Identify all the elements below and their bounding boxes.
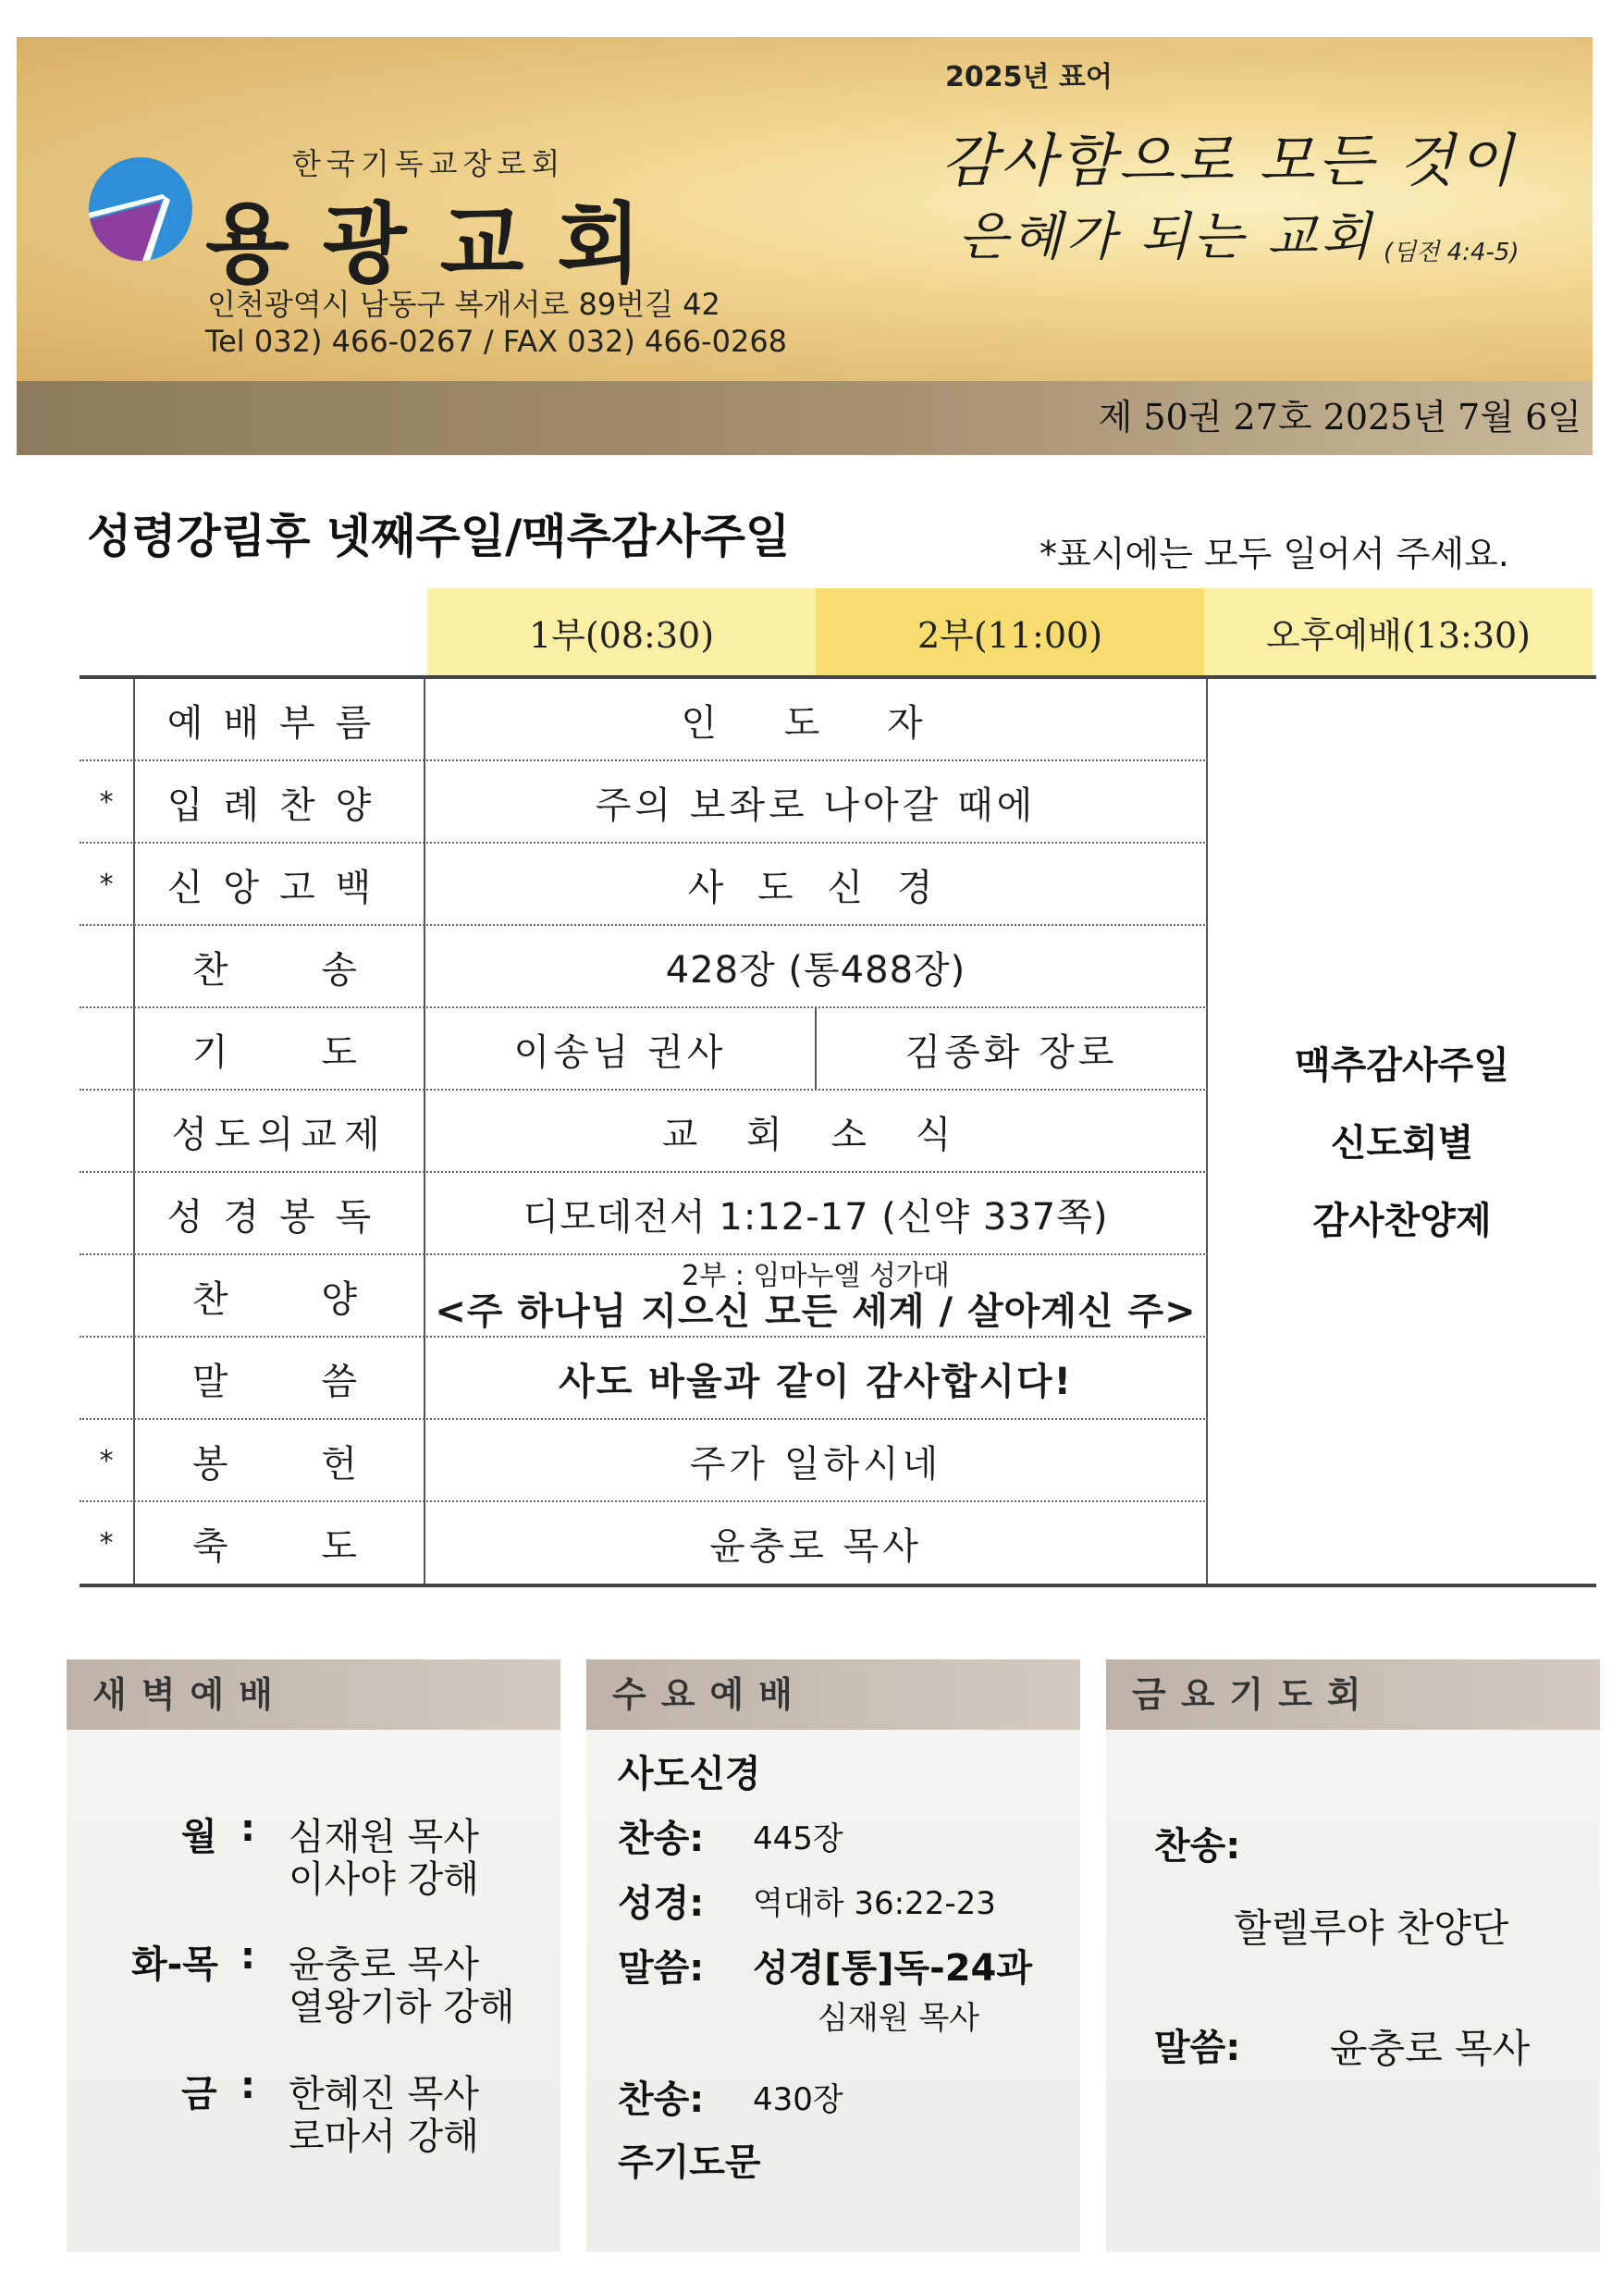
church-logo-icon (89, 157, 192, 261)
stand-marker (80, 1173, 133, 1255)
dawn-topic: 열왕기하 강해 (289, 1986, 515, 2029)
dawn-leader: 윤충로 목사 (289, 1943, 479, 1986)
order-item-content: 인 도 자 (425, 679, 1208, 761)
stand-marker (80, 1338, 133, 1420)
church-contact: Tel 032) 466-0267 / FAX 032) 466-0268 (205, 324, 788, 359)
sermon-title: 사도 바울과 같이 감사합시다! (425, 1338, 1208, 1420)
order-item-name: 신앙고백 (133, 844, 425, 926)
hymn-label: 찬송: (1154, 1825, 1241, 1868)
praise-title: <주 하나님 지으신 모든 세계 / 살아계신 주> (435, 1290, 1197, 1333)
service-time-1: 1부(08:30) (427, 588, 816, 675)
table-bottom-rule (80, 1584, 1596, 1587)
sermon-value: 성경[통]독-24과 (753, 1947, 1033, 1990)
table-row (80, 1008, 1208, 1091)
stand-marker (80, 1091, 133, 1173)
afternoon-service-note (1208, 1027, 1596, 1260)
order-item-name: 찬 송 (133, 926, 425, 1008)
praise-team: 할렐루야 찬양단 (1234, 1906, 1509, 1951)
prayer-first-service: 이송님 권사 (425, 1008, 817, 1091)
table-row (80, 1420, 1208, 1502)
table-row (80, 926, 1208, 1008)
sermon-label: 말씀: (1154, 2027, 1241, 2069)
order-item-name: 찬 양 (133, 1255, 425, 1338)
dawn-day: 화-목 (131, 1943, 218, 1986)
stand-marker (80, 926, 133, 1008)
praise-cell (425, 1255, 1208, 1338)
order-item-name: 봉 헌 (133, 1420, 425, 1502)
dawn-sep: : (240, 1807, 255, 1850)
stand-marker (80, 1008, 133, 1091)
table-row (80, 679, 1208, 761)
order-item-content: 디모데전서 1:12-17 (신약 337쪽) (425, 1173, 1208, 1255)
table-row (80, 1502, 1208, 1585)
box-title: 새벽예배 (67, 1659, 560, 1730)
dawn-leader: 심재원 목사 (289, 1816, 479, 1858)
table-row (80, 1091, 1208, 1173)
order-item-name: 성도의교제 (133, 1091, 425, 1173)
hymn-label: 찬송: (618, 1818, 705, 1860)
stand-note: *표시에는 모두 일어서 주세요. (1040, 534, 1509, 574)
hymn-value: 445장 (753, 1820, 843, 1857)
order-item-name: 말 씀 (133, 1338, 425, 1420)
stand-marker: * (99, 1445, 114, 1477)
dawn-sep: : (240, 1935, 255, 1978)
afternoon-line: 감사찬양제 (1312, 1200, 1492, 1242)
dawn-service-box (67, 1659, 560, 2251)
table-row (80, 844, 1208, 926)
church-name: 용광교회 (205, 194, 675, 295)
order-item-content: 주가 일하시네 (425, 1420, 1208, 1502)
table-row (80, 1255, 1208, 1338)
motto-reference: (딤전 4:4-5) (1384, 239, 1519, 266)
stand-marker: * (99, 869, 114, 901)
creed: 사도신경 (618, 1753, 761, 1795)
order-item-name: 예배부름 (133, 679, 425, 761)
sermon-label: 말씀: (618, 1947, 705, 1990)
sermon-preacher: 윤충로 목사 (1330, 2026, 1531, 2071)
stand-marker (80, 1255, 133, 1338)
motto-line-2: 은혜가 되는 교회 (958, 207, 1375, 267)
order-item-content: 428장 (통488장) (425, 926, 1208, 1008)
order-item-name: 기 도 (133, 1008, 425, 1091)
issue-info: 제 50권 27호 2025년 7월 6일 (1098, 397, 1581, 438)
dawn-topic: 이사야 강해 (289, 1858, 479, 1901)
church-address: 인천광역시 남동구 복개서로 89번길 42 (207, 287, 720, 322)
denomination: 한국기독교장로회 (292, 146, 566, 181)
order-item-content: 주의 보좌로 나아갈 때에 (425, 761, 1208, 844)
box-title: 수요예배 (586, 1659, 1080, 1730)
afternoon-line: 신도회별 (1330, 1122, 1474, 1165)
hymn-value: 430장 (753, 2081, 843, 2118)
table-row (80, 761, 1208, 844)
stand-marker (80, 679, 133, 761)
order-item-name: 성경봉독 (133, 1173, 425, 1255)
prayer-second-service: 김종화 장로 (817, 1008, 1208, 1091)
table-row (80, 1338, 1208, 1420)
dawn-leader: 한혜진 목사 (289, 2073, 479, 2115)
sermon-preacher: 심재원 목사 (818, 2000, 980, 2037)
order-item-name: 축 도 (133, 1502, 425, 1585)
motto-label: 2025년 표어 (945, 61, 1113, 93)
dawn-day: 월 (181, 1816, 217, 1858)
wednesday-service-box (586, 1659, 1080, 2251)
dawn-topic: 로마서 강해 (289, 2115, 479, 2158)
box-title: 금요기도회 (1106, 1659, 1600, 1730)
stand-marker: * (99, 1527, 114, 1560)
order-item-name: 입례찬양 (133, 761, 425, 844)
closing-prayer: 주기도문 (618, 2141, 761, 2184)
service-time-3: 오후예배(13:30) (1204, 588, 1593, 675)
hymn-label: 찬송: (618, 2078, 705, 2121)
sunday-title: 성령강림후 넷째주일/맥추감사주일 (87, 510, 791, 563)
bible-value: 역대하 36:22-23 (753, 1885, 996, 1922)
stand-marker: * (99, 786, 114, 819)
dawn-sep: : (240, 2065, 255, 2107)
service-time-2: 2부(11:00) (816, 588, 1204, 675)
friday-prayer-box (1106, 1659, 1600, 2251)
order-item-content: 사 도 신 경 (425, 844, 1208, 926)
bible-label: 성경: (618, 1882, 705, 1925)
table-row (80, 1173, 1208, 1255)
order-item-content: 윤충로 목사 (425, 1502, 1208, 1585)
choir-label: 2부 : 임마누엘 성가대 (682, 1260, 950, 1292)
order-item-content: 교 회 소 식 (425, 1091, 1208, 1173)
dawn-day: 금 (181, 2073, 217, 2115)
motto-line-1: 감사함으로 모든 것이 (941, 127, 1518, 194)
afternoon-line: 맥추감사주일 (1295, 1044, 1509, 1087)
